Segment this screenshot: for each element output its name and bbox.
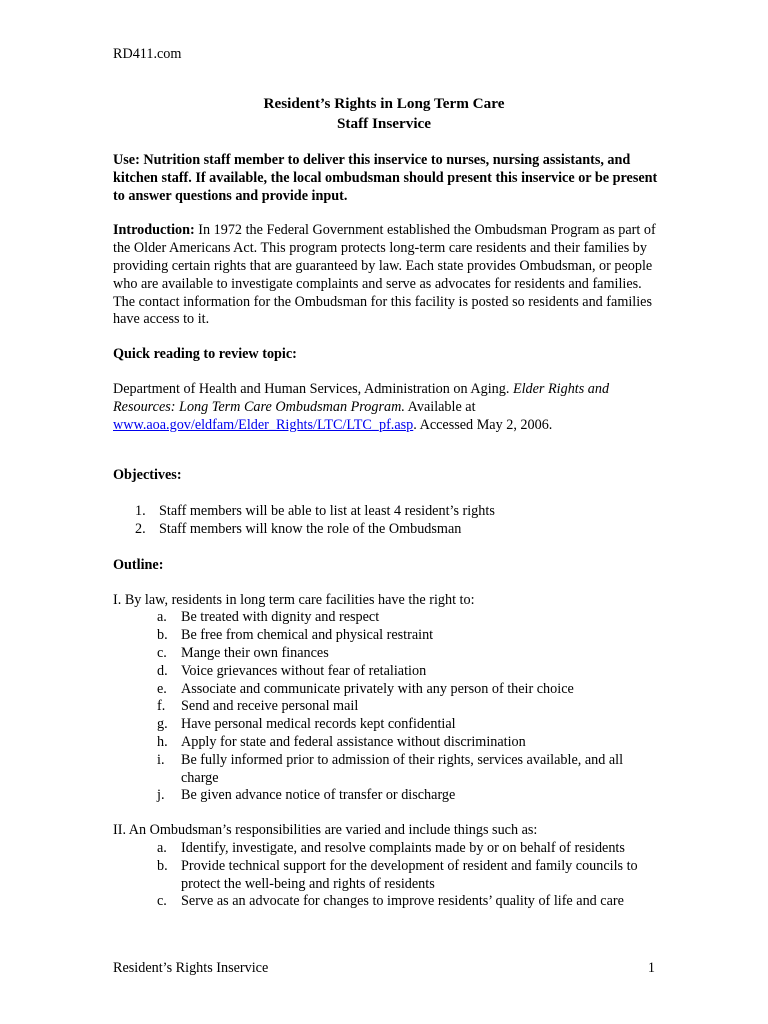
reference-prefix: Department of Health and Human Services, Administration on Aging. xyxy=(113,380,513,397)
list-item xyxy=(113,858,658,894)
list-letter: g. xyxy=(157,716,168,733)
list-item xyxy=(113,663,658,681)
title-line-1: Resident’s Rights in Long Term Care xyxy=(263,95,505,112)
list-text: Identify, investigate, and resolve complaints made by or on behalf of residents xyxy=(181,839,625,856)
page-number: 1 xyxy=(647,960,655,976)
list-letter: b. xyxy=(157,627,168,644)
list-letter: i. xyxy=(157,751,165,768)
list-number: 1. xyxy=(135,503,146,520)
list-item xyxy=(113,787,658,805)
list-text: Mange their own finances xyxy=(181,644,329,661)
list-text: Staff members will be able to list at least 4 resident’s rights xyxy=(159,503,495,520)
list-text: Serve as an advocate for changes to improve residents’ quality of life and care xyxy=(181,893,624,910)
list-number: 2. xyxy=(135,520,146,537)
outline-section-1-intro: I. By law, residents in long term care facilities have the right to: xyxy=(113,591,475,608)
list-item xyxy=(113,698,658,716)
list-letter: c. xyxy=(157,644,167,661)
list-item xyxy=(113,893,658,911)
rights-list xyxy=(113,609,658,805)
list-letter: d. xyxy=(157,662,168,679)
document-body xyxy=(113,152,658,911)
objectives-heading: Objectives: xyxy=(113,467,182,484)
list-item xyxy=(113,681,658,699)
list-text: Be given advance notice of transfer or discharge xyxy=(181,787,456,804)
list-item xyxy=(113,716,658,734)
list-letter: h. xyxy=(157,733,168,750)
footer-title: Resident’s Rights Inservice xyxy=(113,960,269,976)
list-text: Provide technical support for the development of resident and family councils to protect the well-being and rights of residents xyxy=(181,857,638,892)
reference-paragraph xyxy=(113,381,658,434)
document-title xyxy=(0,94,768,134)
list-text: Have personal medical records kept confidential xyxy=(181,716,456,733)
reference-link[interactable]: www.aoa.gov/eldfam/Elder_Rights/LTC/LTC_pf.asp xyxy=(113,416,414,433)
list-letter: c. xyxy=(157,893,167,910)
list-text: Staff members will know the role of the Ombudsman xyxy=(159,520,462,537)
list-item xyxy=(113,840,658,858)
quick-reading-heading: Quick reading to review topic: xyxy=(113,346,297,363)
list-text: Be fully informed prior to admission of their rights, services available, and all charge xyxy=(181,751,624,786)
list-letter: j. xyxy=(157,787,165,804)
list-letter: f. xyxy=(157,698,166,715)
list-text: Associate and communicate privately with any person of their choice xyxy=(181,680,574,697)
ombudsman-responsibilities-list xyxy=(113,840,658,911)
reference-suffix: . Accessed May 2, 2006. xyxy=(413,416,553,433)
header-site: RD411.com xyxy=(113,46,182,62)
list-item xyxy=(113,627,658,645)
introduction-text: In 1972 the Federal Government established the Ombudsman Program as part of the Older Americans Act. This program protects long-term care residents and their families by providing certain rights that are guaranteed by law. Each state provides Ombudsman, or people who are available to investigate complaints and serve as advocates for residents and families. The contact information for the Ombudsman for this facility is posted so residents and families have access to it. xyxy=(113,222,656,328)
list-text: Voice grievances without fear of retaliation xyxy=(181,662,427,679)
title-line-2: Staff Inservice xyxy=(336,115,432,132)
list-item xyxy=(113,734,658,752)
reference-mid: Available at xyxy=(404,398,476,415)
list-letter: a. xyxy=(157,609,167,626)
list-text: Be free from chemical and physical restraint xyxy=(181,627,434,644)
list-item xyxy=(113,521,658,539)
list-letter: a. xyxy=(157,839,167,856)
list-item xyxy=(113,752,658,788)
list-item xyxy=(113,645,658,663)
list-item xyxy=(113,503,658,521)
list-text: Send and receive personal mail xyxy=(181,698,359,715)
outline-heading: Outline: xyxy=(113,556,164,573)
reference-title: Elder Rights and Resources: Long Term Care Ombudsman Program. xyxy=(113,380,610,415)
objectives-list xyxy=(113,503,658,539)
list-letter: b. xyxy=(157,857,168,874)
outline-section-2-intro: II. An Ombudsman’s responsibilities are varied and include things such as: xyxy=(113,822,538,839)
list-text: Apply for state and federal assistance without discrimination xyxy=(181,733,526,750)
list-item xyxy=(113,609,658,627)
introduction-label: Introduction: xyxy=(113,222,195,239)
use-paragraph: Use: Nutrition staff member to deliver this inservice to nurses, nursing assistants, and kitchen staff. If available, the local ombudsman should present this inservice or be present to answer questions and provide input. xyxy=(113,152,658,204)
list-text: Be treated with dignity and respect xyxy=(181,609,380,626)
list-letter: e. xyxy=(157,680,167,697)
introduction-paragraph xyxy=(113,222,658,329)
